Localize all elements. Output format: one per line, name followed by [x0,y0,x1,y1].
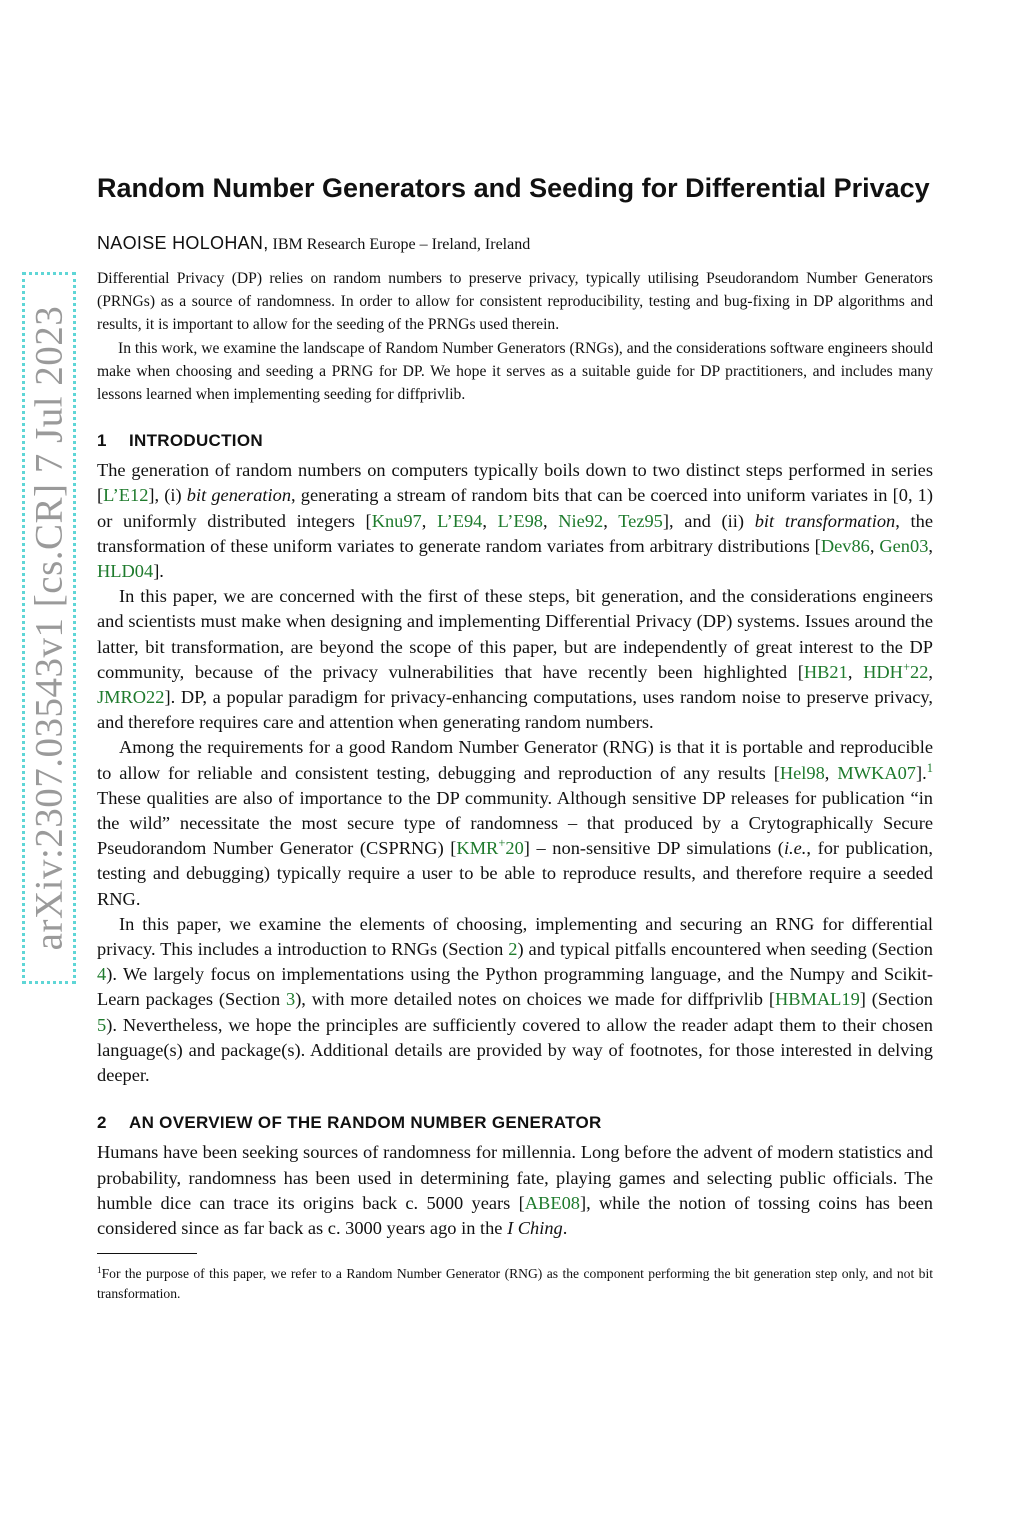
author-line [97,233,933,255]
text-run: In this paper, we are concerned with the first of these steps, bit generation, and the considerations engineers and scientists must make when designing and implementing Differential Privacy (DP) systems. Issues around the latter, bit transformation, are beyond the scope of this paper, but are independently of great interest to the DP community, because of the privacy vulnerabilities that have recently been highlighted [ [97,586,933,682]
citation-link[interactable]: L’E98 [497,510,543,531]
paper-page [97,170,933,1304]
emphasis: bit transformation [754,510,896,531]
text-run: ]. [153,561,164,582]
abstract-paragraph: In this work, we examine the landscape of Random Number Generators (RNGs), and the considerations software engineers should make when choosing and seeding a PRNG for DP. We hope it serves as a suitable guide for DP practitioners, and includes many lessons learned when implementing seeding for diffprivlib. [97,339,933,404]
footnote-marker[interactable]: 1 [926,760,933,775]
citation-link[interactable]: Gen03 [879,535,929,556]
citation-text: HDH [863,661,903,682]
paper-title: Random Number Generators and Seeding for Differential Privacy [97,173,930,203]
footnote-text: For the purpose of this paper, we refer to a Random Number Generator (RNG) as the component performing the bit generation step only, and not bit transformation. [97,1266,933,1302]
body-paragraph [97,912,933,1088]
body-paragraph [97,1140,933,1241]
body-paragraph: In this paper, we are concerned with the first of these steps, bit generation, and the considerations engineers and scientists must make when designing and implementing Differential Privacy (DP) systems. Issues around the latter, bit transformation, are beyond the scope of this paper, but are independently of great interest to the DP community, because of the privacy vulnerabilities that have recently been highlighted [HB21, HDH+22, JMRO22]. DP, a popular paradigm for privacy-enhancing computations, uses random noise to preserve privacy, and therefore requires care and attention when generating random numbers. [97,586,933,733]
citation-link[interactable]: ABE08 [524,1192,580,1213]
citation-text: KMR [456,838,499,859]
text-run: ]. DP, a popular paradigm for privacy-enhancing computations, uses random noise to preserve privacy, and therefore requires care and attention when generating random numbers. [97,687,933,733]
citation-text: 22 [910,661,929,682]
section-ref-link[interactable]: 3 [285,989,296,1010]
emphasis: i.e. [783,838,807,859]
section-number: 2 [97,1113,107,1133]
citation-link[interactable] [863,659,929,682]
citation-link[interactable]: MWKA07 [837,762,917,783]
section-number: 1 [97,431,107,451]
citation-link[interactable]: L’E94 [437,510,483,531]
footnote-divider [97,1253,197,1254]
citation-link[interactable]: L’E12 [103,485,149,506]
section-heading-overview [97,1112,933,1134]
citation-sup: + [498,836,506,851]
text-run: ]. [916,762,927,783]
text-run: ], and (ii) [662,510,755,531]
citation-link[interactable]: HLD04 [97,561,154,582]
footnote-number: 1 [97,1265,102,1276]
citation-link[interactable]: Nie92 [558,510,604,531]
citation-link[interactable]: Tez95 [618,510,663,531]
text-run: , generating a stream of random bits that can be coerced into uniform variates in [0, 1) or uniformly distributed integers [ [97,485,933,531]
text-run: . [562,1217,568,1238]
section-ref-link[interactable]: 5 [97,1014,107,1035]
citation-link[interactable]: Hel98 [779,762,825,783]
section-ref-link[interactable]: 4 [97,964,107,985]
section-body-overview [97,1140,933,1241]
text-run: In this paper, we examine the elements of choosing, implementing and securing an RNG for differential privacy. This includes a introduction to RNGs (Section [97,913,933,960]
text-run: ) and typical pitfalls encountered when seeding (Section [517,939,933,960]
text-run: ] (Section [859,989,933,1010]
section-body-introduction [97,458,933,1088]
citation-link[interactable]: Knu97 [371,510,422,531]
section-title: INTRODUCTION [129,431,263,451]
text-run: , the transformation of these uniform variates to generate random variates from arbitrary distributions [ [97,510,933,556]
text-run: ). Nevertheless, we hope the principles are sufficiently covered to allow the reader adapt them to their chosen language(s) and package(s). Additional details are provided by way of footnotes, for those interested in delving deeper. [97,1014,933,1086]
text-run: Among the requirements for a good Random Number Generator (RNG) is that it is portable and reproducible to allow for reliable and consistent testing, debugging and reproduction of any results [ [97,737,933,783]
citation-link[interactable]: HBMAL19 [774,989,860,1010]
arxiv-stamp-text: arXiv:2307.03543v1 [cs.CR] 7 Jul 2023 [27,305,71,951]
section-heading-introduction [97,430,933,452]
arxiv-stamp [22,272,76,984]
citation-link[interactable] [456,838,523,858]
section-title: AN OVERVIEW OF THE RANDOM NUMBER GENERATOR [129,1113,602,1133]
citation-link[interactable]: HB21 [803,661,848,682]
text-run: These qualities are also of importance to the DP community. Although sensitive DP releases for publication “in the wild” necessitate the most secure type of randomness – that produced by a Crytographically Secure Pseudorandom Number Generator (CSPRNG) [ [97,787,933,859]
emphasis: bit generation [186,485,292,506]
text-run: , for publication, testing and debugging) typically require a user to be able to reproduce results, and therefore require a seeded RNG. [97,838,933,909]
citation-text: 20 [505,838,524,859]
citation-link[interactable]: JMRO22 [97,687,165,708]
body-paragraph: Among the requirements for a good Random Number Generator (RNG) is that it is portable and reproducible to allow for reliable and consistent testing, debugging and reproduction of any results [Hel98, MWKA07].$^1$ These qualities are also of importance to the DP community. Although sensitive DP releases for publication “in the wild” necessitate the most secure type of randomness – that produced by a Crytographically Secure Pseudorandom Number Generator (CSPRNG) [KMR+20] – non-sensitive DP simulations (i.e., for publication, testing and debugging) typically require a user to be able to reproduce results, and therefore require a seeded RNG. [97,737,933,909]
author-name: NAOISE HOLOHAN, [97,233,269,253]
text-run: ], while the notion of tossing coins has been considered since as far back as c. 3000 years ago in the [97,1192,933,1238]
body-paragraph: The generation of random numbers on computers typically boils down to two distinct steps performed in series [L’E12], (i) bit generation, generating a stream of random bits that can be coerced into uniform variates in [0, 1) or uniformly distributed integers [Knu97, L’E94, L’E98, Nie92, Tez95], and (ii) bit transformation, the transformation of these uniform variates to generate random variates from arbitrary distributions [Dev86, Gen03, HLD04]. [97,460,933,582]
footnote [97,1264,933,1304]
section-ref-link[interactable]: 2 [508,939,518,960]
text-run: ). We largely focus on implementations using the Python programming language, and the Numpy and Scikit-Learn packages (Section [97,964,933,1010]
abstract [97,267,933,406]
abstract-paragraph: Differential Privacy (DP) relies on random numbers to preserve privacy, typically utilising Pseudorandom Number Generators (PRNGs) as a source of randomness. In order to allow for consistent reproducibility, testing and bug-fixing in DP algorithms and results, it is important to allow for the seeding of the PRNGs used therein. [97,270,933,334]
text-run: Humans have been seeking sources of randomness for millennia. Long before the advent of modern statistics and probability, randomness has been used in determining fate, playing games and selecting public officials. The humble dice can trace its origins back c. 5000 years [ [97,1142,933,1213]
text-run: The generation of random numbers on computers typically boils down to two distinct steps performed in series [ [97,460,933,506]
citation-sup: + [902,659,910,674]
citation-link[interactable]: Dev86 [820,535,870,556]
emphasis: I Ching [507,1217,563,1238]
text-run: ), with more detailed notes on choices we made for diffprivlib [ [295,989,775,1010]
text-run: ], (i) [148,485,187,506]
author-affiliation: IBM Research Europe – Ireland, Ireland [272,236,531,253]
text-run: ] – non-sensitive DP simulations ( [523,838,784,859]
